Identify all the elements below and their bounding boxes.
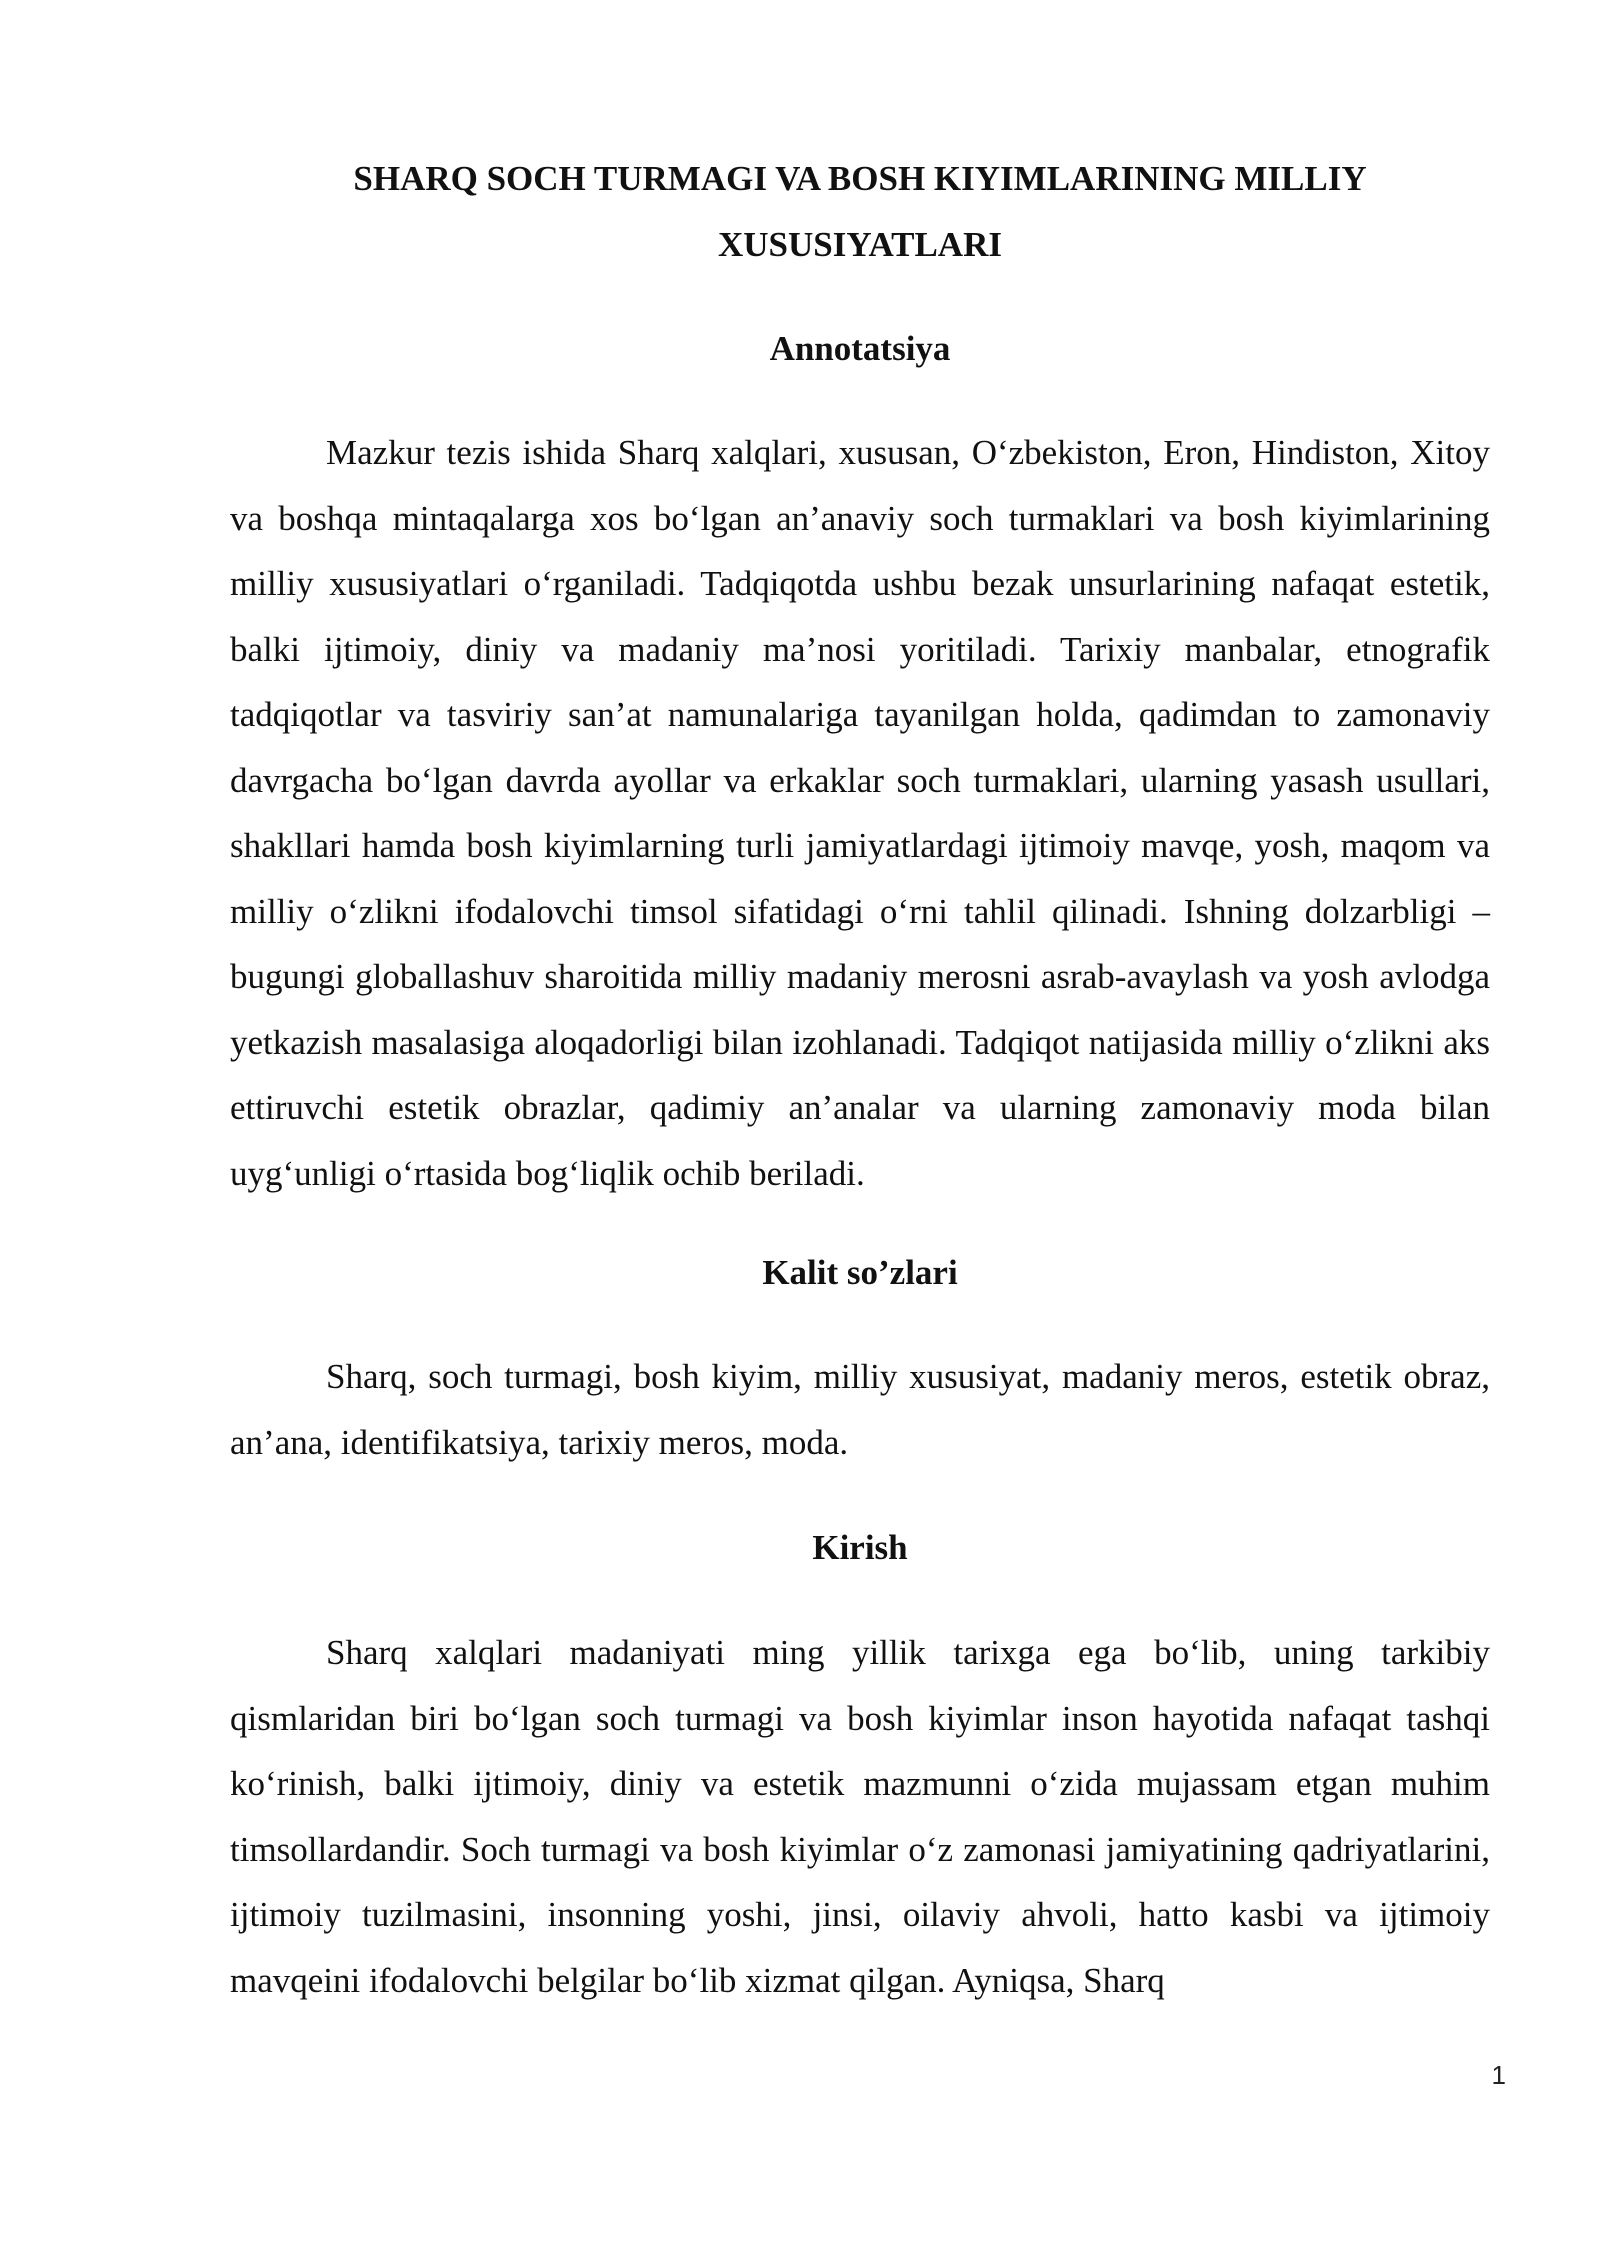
document-body (230, 146, 1490, 2013)
annotation-paragraph: Mazkur tezis ishida Sharq xalqlari, xususan, O‘zbekiston, Eron, Hindiston, Xitoy va boshqa mintaqalarga xos bo‘lgan an’anaviy soch turmaklari va bosh kiyimlarining milliy xususiyatlari o‘rganiladi. Tadqiqotda ushbu bezak unsurlarining nafaqat estetik, balki ijtimoiy, diniy va madaniy ma’nosi yoritiladi. Tarixiy manbalar, etnografik tadqiqotlar va tasviriy san’at namunalariga tayanilgan holda, qadimdan to zamonaviy davrgacha bo‘lgan davrda ayollar va erkaklar soch turmaklari, ularning yasash usullari, shakllari hamda bosh kiyimlarning turli jamiyatlardagi ijtimoiy mavqe, yosh, maqom va milliy o‘zlikni ifodalovchi timsol sifatidagi o‘rni tahlil qilinadi. Ishning dolzarbligi – bugungi globallashuv sharoitida milliy madaniy merosni asrab-avaylash va yosh avlodga yetkazish masalasiga aloqadorligi bilan izohlanadi. Tadqiqot natijasida milliy o‘zlikni aks ettiruvchi estetik obrazlar, qadimiy an’analar va ularning zamonaviy moda bilan uyg‘unligi o‘rtasida bog‘liqlik ochib beriladi. (230, 433, 1490, 1193)
keywords-paragraph: Sharq, soch turmagi, bosh kiyim, milliy xususiyat, madaniy meros, estetik obraz, an’ana, identifikatsiya, tarixiy meros, moda. (230, 1357, 1490, 1462)
section-heading-annotatsiya: Annotatsiya (769, 329, 951, 368)
section-heading-kalit-sozlari: Kalit so’zlari (762, 1253, 958, 1292)
section-heading-kirish: Kirish (812, 1528, 908, 1567)
document-title: SHARQ SOCH TURMAGI VA BOSH KIYIMLARINING MILLIY XUSUSIYATLARI (353, 159, 1367, 264)
introduction-paragraph: Sharq xalqlari madaniyati ming yillik tarixga ega bo‘lib, uning tarkibiy qismlaridan biri bo‘lgan soch turmagi va bosh kiyimlar inson hayotida nafaqat tashqi ko‘rinish, balki ijtimoiy, diniy va estetik mazmunni o‘zida mujassam etgan muhim timsollardandir. Soch turmagi va bosh kiyimlar o‘z zamonasi jamiyatining qadriyatlarini, ijtimoiy tuzilmasini, insonning yoshi, jinsi, oilaviy ahvoli, hatto kasbi va ijtimoiy mavqeini ifodalovchi belgilar bo‘lib xizmat qilgan. Ayniqsa, Sharq (230, 1633, 1490, 2000)
page-number: 1 (1491, 2060, 1506, 2090)
